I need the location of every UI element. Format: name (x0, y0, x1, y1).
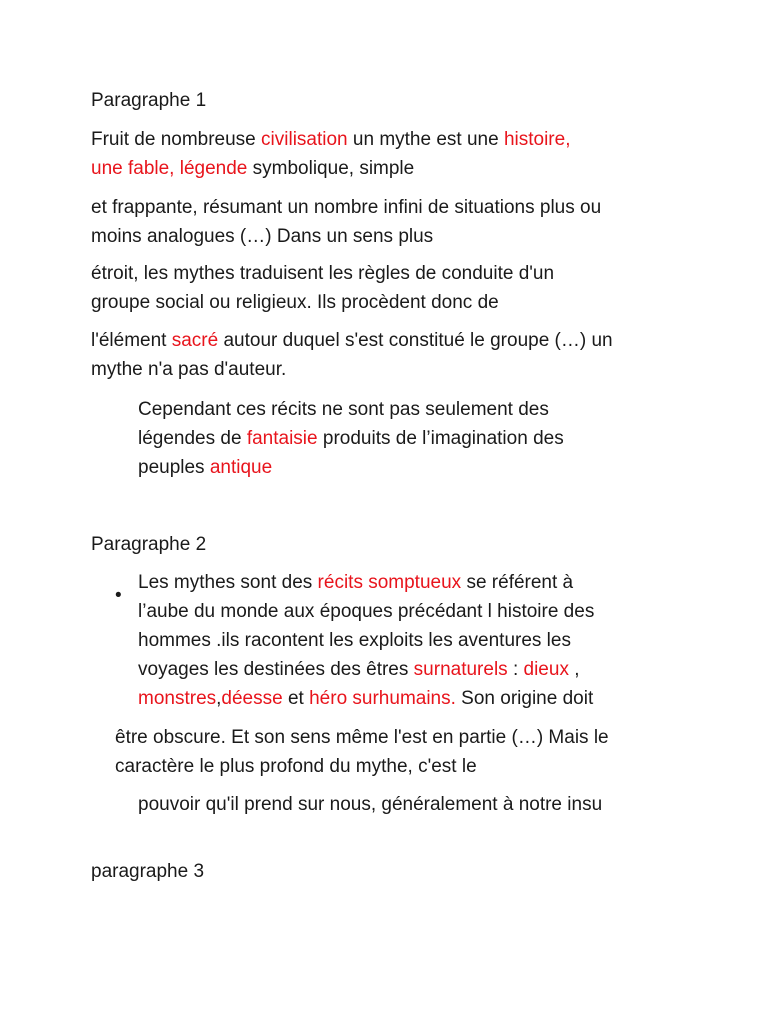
text: , (216, 688, 222, 709)
p2-line-2: l’aube du monde aux époques précédant l histoire des (138, 601, 595, 622)
p1-line-3: et frappante, résumant un nombre infini de situations plus ou (91, 197, 602, 218)
p1-line-5: étroit, les mythes traduisent les règles de conduite d'un (91, 263, 555, 284)
text: Les mythes sont des (138, 572, 318, 593)
keyword-dieux: dieux (523, 659, 569, 680)
p2-line-7: caractère le plus profond du mythe, c'est le (115, 756, 477, 777)
keyword-hero-surhumains: héro surhumains. (309, 688, 456, 709)
p1-line-2 (91, 154, 414, 183)
heading-paragraphe-2: Paragraphe 2 (91, 534, 207, 555)
text: un mythe est une (347, 129, 504, 150)
keyword-antique: antique (209, 457, 273, 478)
keyword-surnaturels: surnaturels (413, 659, 508, 680)
p1-line-1 (91, 125, 570, 154)
text: peuples (138, 457, 210, 478)
p2-line-6: être obscure. Et son sens même l'est en partie (…) Mais le (115, 727, 609, 748)
p1-line-7 (91, 326, 613, 355)
p1-line-11 (138, 453, 272, 482)
text: symbolique, simple (247, 158, 415, 179)
keyword-sacre: sacré (171, 330, 219, 351)
text: produits de l’imagination des (317, 428, 564, 449)
text: et (282, 688, 310, 709)
text: : (507, 659, 524, 680)
text: légendes de (138, 428, 247, 449)
p2-line-3: hommes .ils racontent les exploits les aventures les (138, 630, 571, 651)
heading-paragraphe-1: Paragraphe 1 (91, 90, 207, 111)
p1-line-10 (138, 424, 564, 453)
p1-line-4: moins analogues (…) Dans un sens plus (91, 226, 434, 247)
text: voyages les destinées des êtres (138, 659, 414, 680)
bullet-icon: • (115, 585, 122, 606)
keyword-deesse: déesse (221, 688, 283, 709)
keyword-fable-legende: une fable, légende (91, 158, 248, 179)
p2-line-8: pouvoir qu'il prend sur nous, généralement à notre insu (138, 794, 603, 815)
text: autour duquel s'est constitué le groupe (…) un (218, 330, 613, 351)
text: , (568, 659, 580, 680)
keyword-fantaisie: fantaisie (246, 428, 318, 449)
heading-paragraphe-3: paragraphe 3 (91, 861, 205, 882)
p2-line-5 (138, 684, 593, 713)
p1-line-8: mythe n'a pas d'auteur. (91, 359, 287, 380)
text: se référent à (461, 572, 574, 593)
keyword-histoire: histoire, (503, 129, 571, 150)
keyword-recits-somptueux: récits somptueux (317, 572, 462, 593)
text: l'élément (91, 330, 172, 351)
p2-line-1 (138, 568, 573, 597)
keyword-civilisation: civilisation (261, 129, 348, 150)
p1-line-9: Cependant ces récits ne sont pas seulement des (138, 399, 549, 420)
keyword-monstres: monstres (138, 688, 217, 709)
text: Fruit de nombreuse (91, 129, 262, 150)
p1-line-6: groupe social ou religieux. Ils procèdent donc de (91, 292, 499, 313)
text: Son origine doit (455, 688, 594, 709)
p2-line-4 (138, 655, 580, 684)
